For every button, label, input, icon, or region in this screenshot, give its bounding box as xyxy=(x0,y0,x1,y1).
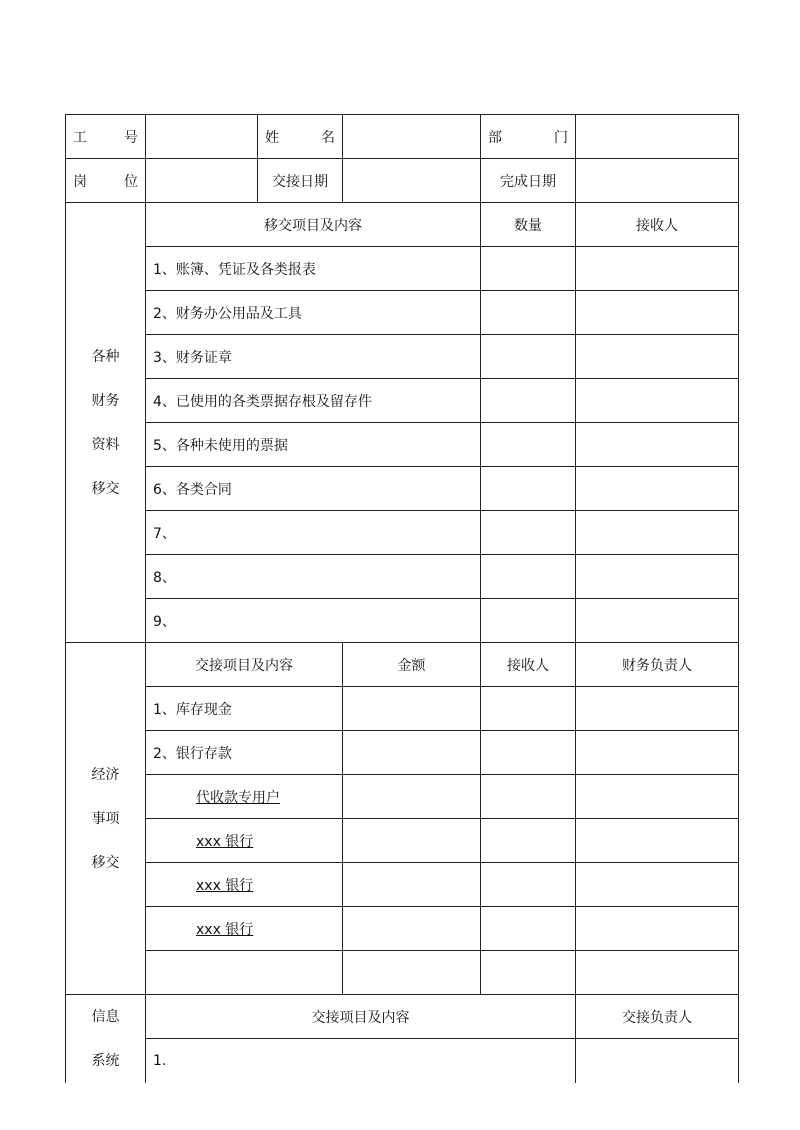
receiver-cell[interactable] xyxy=(576,555,739,599)
finance-head-cell[interactable] xyxy=(576,907,739,951)
table-row xyxy=(66,423,739,467)
table-row xyxy=(66,731,739,775)
economic-item: 2、银行存款 xyxy=(146,731,343,775)
handover-date-label: 交接日期 xyxy=(258,159,343,203)
receiver-cell[interactable] xyxy=(576,335,739,379)
economic-item xyxy=(146,775,343,819)
table-row xyxy=(66,247,739,291)
finance-docs-col-content: 移交项目及内容 xyxy=(146,203,481,247)
receiver-cell[interactable] xyxy=(576,599,739,643)
position-field[interactable] xyxy=(146,159,258,203)
table-row xyxy=(66,511,739,555)
finance-docs-side-label xyxy=(66,203,146,643)
receiver-cell[interactable] xyxy=(576,423,739,467)
quantity-cell[interactable] xyxy=(481,379,576,423)
table-row xyxy=(66,1039,739,1083)
quantity-cell[interactable] xyxy=(481,511,576,555)
receiver-cell[interactable] xyxy=(481,907,576,951)
side-label-line: 各种 xyxy=(91,348,120,365)
finance-doc-item: 4、已使用的各类票据存根及留存件 xyxy=(146,379,481,423)
finance-head-cell[interactable] xyxy=(576,951,739,995)
economic-item-text: 代收款专用户 xyxy=(196,789,280,806)
table-row xyxy=(66,951,739,995)
receiver-cell[interactable] xyxy=(481,687,576,731)
finance-doc-item: 5、各种未使用的票据 xyxy=(146,423,481,467)
receiver-cell[interactable] xyxy=(576,291,739,335)
table-row xyxy=(66,599,739,643)
economic-header-row xyxy=(66,643,739,687)
side-label-line: 经济 xyxy=(91,766,120,783)
amount-cell[interactable] xyxy=(343,863,481,907)
side-label-line: 财务 xyxy=(91,392,120,409)
employee-id-field[interactable] xyxy=(146,115,258,159)
finance-doc-item: 6、各类合同 xyxy=(146,467,481,511)
employee-id-label: 工 号 xyxy=(66,115,146,159)
name-field[interactable] xyxy=(343,115,481,159)
quantity-cell[interactable] xyxy=(481,291,576,335)
economic-side-label xyxy=(66,643,146,995)
economic-col-finance-head: 财务负责人 xyxy=(576,643,739,687)
economic-item xyxy=(146,863,343,907)
handover-date-field[interactable] xyxy=(343,159,481,203)
economic-col-content: 交接项目及内容 xyxy=(146,643,343,687)
quantity-cell[interactable] xyxy=(481,467,576,511)
info-system-item: 1. xyxy=(146,1039,576,1083)
table-row xyxy=(66,687,739,731)
position-label: 岗 位 xyxy=(66,159,146,203)
receiver-cell[interactable] xyxy=(481,863,576,907)
finance-docs-header-row xyxy=(66,203,739,247)
economic-item xyxy=(146,819,343,863)
side-label-line: 移交 xyxy=(91,480,120,497)
side-label-line: 系统 xyxy=(91,1053,120,1069)
amount-cell[interactable] xyxy=(343,951,481,995)
table-row xyxy=(66,819,739,863)
economic-item xyxy=(146,951,343,995)
finance-head-cell[interactable] xyxy=(576,687,739,731)
info-system-header-row xyxy=(66,995,739,1039)
receiver-cell[interactable] xyxy=(576,467,739,511)
quantity-cell[interactable] xyxy=(481,247,576,291)
completion-date-label: 完成日期 xyxy=(481,159,576,203)
finance-doc-item: 2、财务办公用品及工具 xyxy=(146,291,481,335)
department-label: 部 门 xyxy=(481,115,576,159)
side-label-line: 移交 xyxy=(91,854,120,871)
table-row xyxy=(66,379,739,423)
receiver-cell[interactable] xyxy=(576,379,739,423)
receiver-cell[interactable] xyxy=(481,819,576,863)
receiver-cell[interactable] xyxy=(481,951,576,995)
amount-cell[interactable] xyxy=(343,907,481,951)
name-label: 姓 名 xyxy=(258,115,343,159)
side-label-line: 资料 xyxy=(91,436,120,453)
amount-cell[interactable] xyxy=(343,819,481,863)
quantity-cell[interactable] xyxy=(481,555,576,599)
quantity-cell[interactable] xyxy=(481,335,576,379)
amount-cell[interactable] xyxy=(343,731,481,775)
table-row xyxy=(66,555,739,599)
finance-doc-item: 3、财务证章 xyxy=(146,335,481,379)
economic-item xyxy=(146,907,343,951)
side-label-line: 事项 xyxy=(91,810,120,827)
info-system-col-responsible: 交接负责人 xyxy=(576,995,739,1039)
table-row xyxy=(66,335,739,379)
finance-head-cell[interactable] xyxy=(576,819,739,863)
completion-date-field[interactable] xyxy=(576,159,739,203)
finance-doc-item: 8、 xyxy=(146,555,481,599)
economic-col-receiver: 接收人 xyxy=(481,643,576,687)
economic-item: 1、库存现金 xyxy=(146,687,343,731)
finance-doc-item: 1、账簿、凭证及各类报表 xyxy=(146,247,481,291)
finance-doc-item: 9、 xyxy=(146,599,481,643)
finance-doc-item: 7、 xyxy=(146,511,481,555)
economic-item-text: xxx 银行 xyxy=(196,833,254,850)
table-row xyxy=(66,291,739,335)
economic-col-amount: 金额 xyxy=(343,643,481,687)
responsible-cell[interactable] xyxy=(576,1039,739,1083)
header-row-2 xyxy=(66,159,739,203)
header-row-1 xyxy=(66,115,739,159)
table-row xyxy=(66,907,739,951)
amount-cell[interactable] xyxy=(343,687,481,731)
department-field[interactable] xyxy=(576,115,739,159)
receiver-cell[interactable] xyxy=(576,511,739,555)
amount-cell[interactable] xyxy=(343,775,481,819)
table-row xyxy=(66,467,739,511)
finance-docs-col-quantity: 数量 xyxy=(481,203,576,247)
economic-item-text: xxx 银行 xyxy=(196,921,254,938)
finance-head-cell[interactable] xyxy=(576,731,739,775)
table-row xyxy=(66,863,739,907)
finance-head-cell[interactable] xyxy=(576,775,739,819)
finance-docs-col-receiver: 接收人 xyxy=(576,203,739,247)
quantity-cell[interactable] xyxy=(481,423,576,467)
quantity-cell[interactable] xyxy=(481,599,576,643)
receiver-cell[interactable] xyxy=(481,775,576,819)
economic-item-text: xxx 银行 xyxy=(196,877,254,894)
finance-head-cell[interactable] xyxy=(576,863,739,907)
info-system-col-content: 交接项目及内容 xyxy=(146,995,576,1039)
info-system-side-label xyxy=(66,995,146,1084)
receiver-cell[interactable] xyxy=(576,247,739,291)
table-row xyxy=(66,775,739,819)
receiver-cell[interactable] xyxy=(481,731,576,775)
side-label-line: 信息 xyxy=(91,1009,120,1025)
handover-form-table xyxy=(65,114,739,1083)
